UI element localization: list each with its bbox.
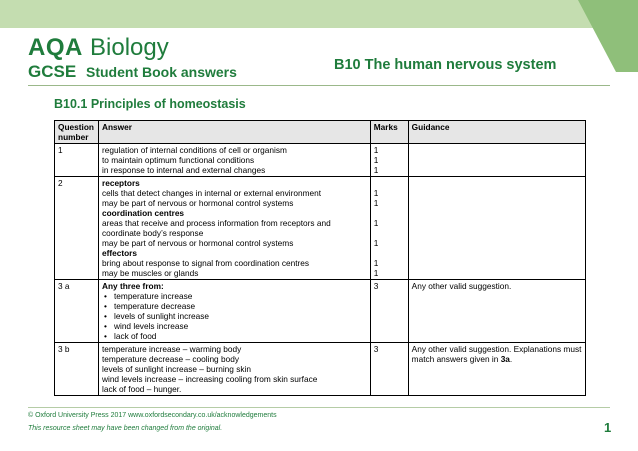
table-row (55, 343, 586, 396)
answers-table (54, 120, 586, 396)
mark-value: 1 (373, 145, 379, 155)
logo-aqa: AQA (28, 34, 83, 61)
answer-line: cells that detect changes in internal or external environment (101, 188, 322, 198)
mark-value: 1 (373, 218, 379, 228)
mark-value: 1 (373, 198, 379, 208)
answer-line: bring about response to signal from coordination centres (101, 258, 310, 268)
mark-value: 1 (373, 238, 379, 248)
mark-value: 1 (373, 165, 379, 175)
header-marks: Marks (370, 121, 408, 144)
question-number: 1 (55, 144, 99, 177)
logo-gcse: GCSE (28, 62, 77, 81)
answer-line: lack of food – hunger. (101, 384, 182, 394)
question-number: 3 a (55, 280, 99, 343)
guidance-cell (408, 144, 585, 177)
page-number: 1 (604, 420, 612, 435)
table-header-row (55, 121, 586, 144)
guidance-text: Any other valid suggestion. Explanations must match answers given in (411, 344, 582, 364)
table-row (55, 177, 586, 280)
guidance-ref: 3a (500, 354, 510, 364)
marks-cell (370, 144, 408, 177)
answer-line: in response to internal and external changes (101, 165, 266, 175)
header-divider (28, 85, 610, 86)
header-guidance: Guidance (408, 121, 585, 144)
corner-decoration (578, 0, 638, 72)
bullet-item: • wind levels increase (102, 321, 367, 331)
answer-cell (98, 177, 370, 280)
guidance-cell: Any other valid suggestion. (408, 280, 585, 343)
mark-value: 1 (373, 268, 379, 278)
mark-value: 1 (373, 155, 379, 165)
answer-line: may be part of nervous or hormonal control systems (101, 198, 294, 208)
answer-subheading: receptors (101, 178, 140, 188)
mark-value: 1 (373, 188, 379, 198)
answer-line: temperature increase – warming body (101, 344, 242, 354)
table-row (55, 280, 586, 343)
chapter-title: B10 The human nervous system (334, 57, 557, 73)
bullet-item: • temperature increase (102, 291, 367, 301)
footer-copyright: © Oxford University Press 2017 www.oxfordsecondary.co.uk/acknowledgements (28, 412, 277, 419)
question-number: 3 b (55, 343, 99, 396)
answer-cell (98, 144, 370, 177)
section-title: B10.1 Principles of homeostasis (54, 97, 246, 111)
guidance-end: . (509, 354, 513, 364)
table-row (55, 144, 586, 177)
answer-line: levels of sunlight increase – burning skin (101, 364, 251, 374)
answer-subheading: effectors (101, 248, 138, 258)
footer-divider (28, 407, 610, 408)
marks-cell (370, 177, 408, 280)
answer-cell (98, 280, 370, 343)
guidance-cell (408, 177, 585, 280)
answer-subheading: Any three from: (101, 281, 164, 291)
footer-note: This resource sheet may have been changed from the original. (28, 425, 223, 432)
header-band (0, 0, 638, 28)
bullet-item: • temperature decrease (102, 301, 367, 311)
answer-line: to maintain optimum functional conditions (101, 155, 255, 165)
logo-subject: Biology (90, 34, 169, 61)
bullet-item: • levels of sunlight increase (102, 311, 367, 321)
answer-line: areas that receive and process information from receptors and coordinate body’s response (101, 218, 331, 238)
answer-subheading: coordination centres (101, 208, 185, 218)
answer-line: temperature decrease – cooling body (101, 354, 239, 364)
marks-cell: 3 (370, 280, 408, 343)
answer-line: may be part of nervous or hormonal control systems (101, 238, 294, 248)
bullet-item: • lack of food (102, 331, 367, 341)
answer-cell (98, 343, 370, 396)
mark-value: 1 (373, 258, 379, 268)
logo-subtitle: Student Book answers (86, 64, 237, 80)
answer-line: may be muscles or glands (101, 268, 199, 278)
header-answer: Answer (98, 121, 370, 144)
answer-line: regulation of internal conditions of cell or organism (101, 145, 287, 155)
question-number: 2 (55, 177, 99, 280)
header-question: Question number (55, 121, 99, 144)
marks-cell: 3 (370, 343, 408, 396)
answer-line: wind levels increase – increasing cooling from skin surface (101, 374, 318, 384)
guidance-cell (408, 343, 585, 396)
